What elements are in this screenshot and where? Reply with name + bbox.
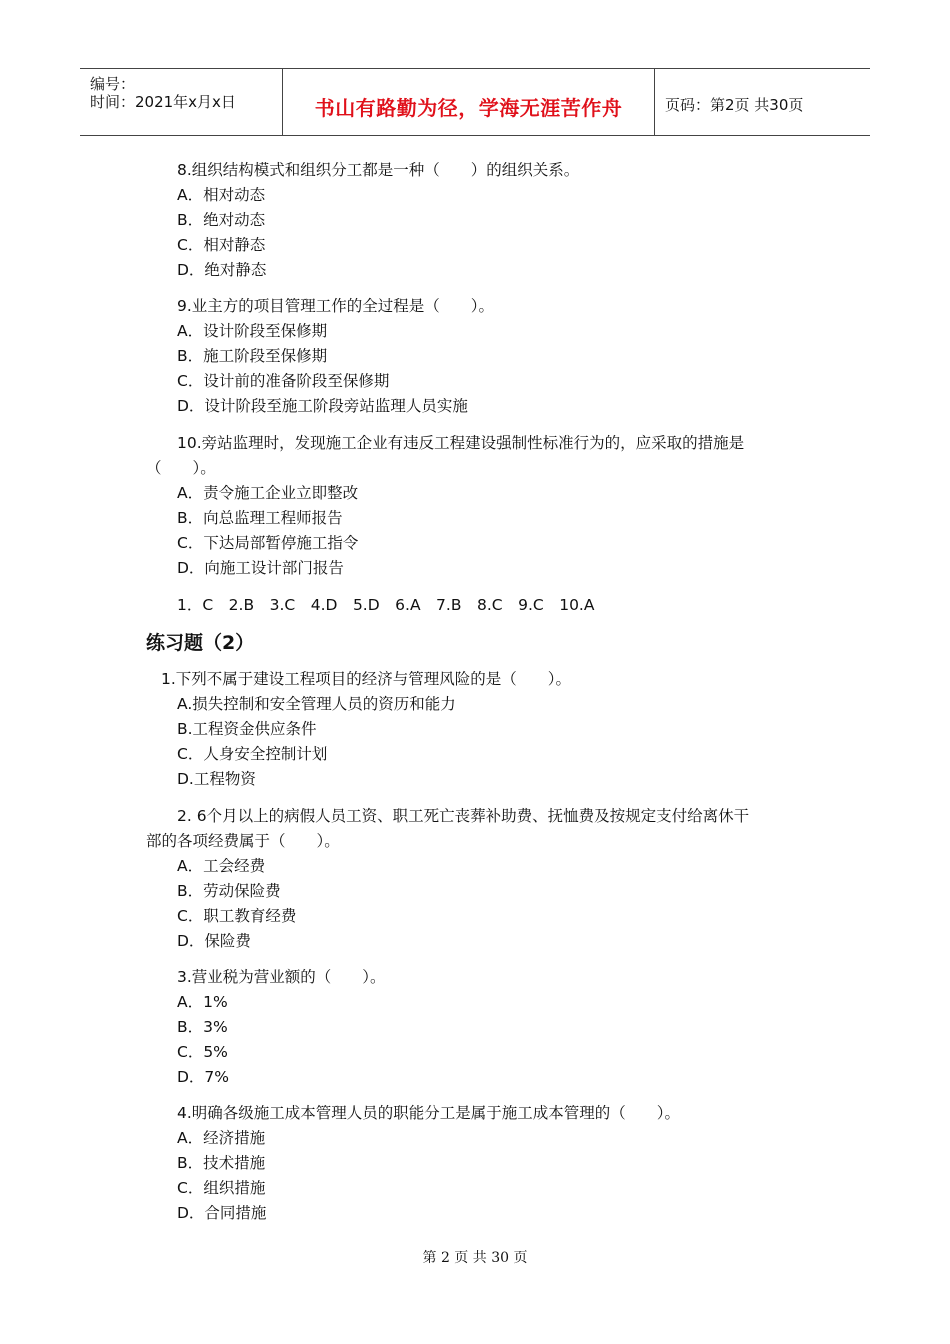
page-header — [80, 68, 870, 136]
q8-option-a: A．相对动态 — [177, 186, 266, 204]
q8-option-b: B．绝对动态 — [177, 211, 266, 229]
question-10: 10.旁站监理时，发现施工企业有违反工程建设强制性标准行为的，应采取的措施是 — [177, 434, 745, 452]
q1-option-b: B.工程资金供应条件 — [177, 720, 317, 738]
q4-option-d: D．合同措施 — [177, 1204, 267, 1222]
q8-option-d: D．绝对静态 — [177, 261, 267, 279]
q2-option-c: C．职工教育经费 — [177, 907, 297, 925]
q2-option-a: A．工会经费 — [177, 857, 266, 875]
q4-option-c: C．组织措施 — [177, 1179, 266, 1197]
header-motto-cell — [282, 69, 655, 135]
q10-option-b: B．向总监理工程师报告 — [177, 509, 343, 527]
q3-option-b: B．3% — [177, 1018, 228, 1036]
q3-option-c: C．5% — [177, 1043, 228, 1061]
q8-option-c: C．相对静态 — [177, 236, 266, 254]
header-left-cell — [80, 69, 282, 135]
q9-option-d: D．设计阶段至施工阶段旁站监理人员实施 — [177, 397, 468, 415]
q1-option-c: C．人身安全控制计划 — [177, 745, 328, 763]
question-2: 2. 6个月以上的病假人员工资、职工死亡丧葬补助费、抚恤费及按规定支付给离休干 — [177, 807, 750, 825]
q10-option-c: C．下达局部暂停施工指令 — [177, 534, 359, 552]
page-footer: 第 2 页 共 30 页 — [422, 1250, 528, 1266]
question-1: 1.下列不属于建设工程项目的经济与管理风险的是（ ）。 — [161, 670, 572, 688]
q1-option-a: A.损失控制和安全管理人员的资历和能力 — [177, 695, 456, 713]
question-4: 4.明确各级施工成本管理人员的职能分工是属于施工成本管理的（ ）。 — [177, 1104, 681, 1122]
q9-option-b: B．施工阶段至保修期 — [177, 347, 328, 365]
q10-option-a: A．责令施工企业立即整改 — [177, 484, 359, 502]
q9-option-a: A．设计阶段至保修期 — [177, 322, 328, 340]
section-title: 练习题（2） — [146, 632, 255, 654]
question-10-continued: （ ）。 — [146, 459, 216, 477]
header-page-number: 页码：第2页 共30页 — [665, 96, 804, 114]
question-8: 8.组织结构模式和组织分工都是一种（ ）的组织关系。 — [177, 161, 580, 179]
q3-option-d: D．7% — [177, 1068, 230, 1086]
document-time-label: 时间：2021年x月x日 — [90, 93, 236, 111]
q2-option-b: B．劳动保险费 — [177, 882, 281, 900]
question-2-continued: 部的各项经费属于（ ）。 — [146, 832, 340, 850]
answer-key: 1．C 2.B 3.C 4.D 5.D 6.A 7.B 8.C 9.C 10.A — [177, 596, 595, 614]
header-motto: 书山有路勤为径，学海无涯苦作舟 — [314, 96, 623, 120]
q1-option-d: D.工程物资 — [177, 770, 256, 788]
q4-option-b: B．技术措施 — [177, 1154, 266, 1172]
document-number-label: 编号： — [90, 75, 136, 93]
q9-option-c: C．设计前的准备阶段至保修期 — [177, 372, 390, 390]
question-9: 9.业主方的项目管理工作的全过程是（ ）。 — [177, 297, 495, 315]
q10-option-d: D．向施工设计部门报告 — [177, 559, 344, 577]
question-3: 3.营业税为营业额的（ ）。 — [177, 968, 386, 986]
q2-option-d: D．保险费 — [177, 932, 251, 950]
q4-option-a: A．经济措施 — [177, 1129, 266, 1147]
q3-option-a: A．1% — [177, 993, 228, 1011]
header-page-cell — [655, 69, 870, 135]
